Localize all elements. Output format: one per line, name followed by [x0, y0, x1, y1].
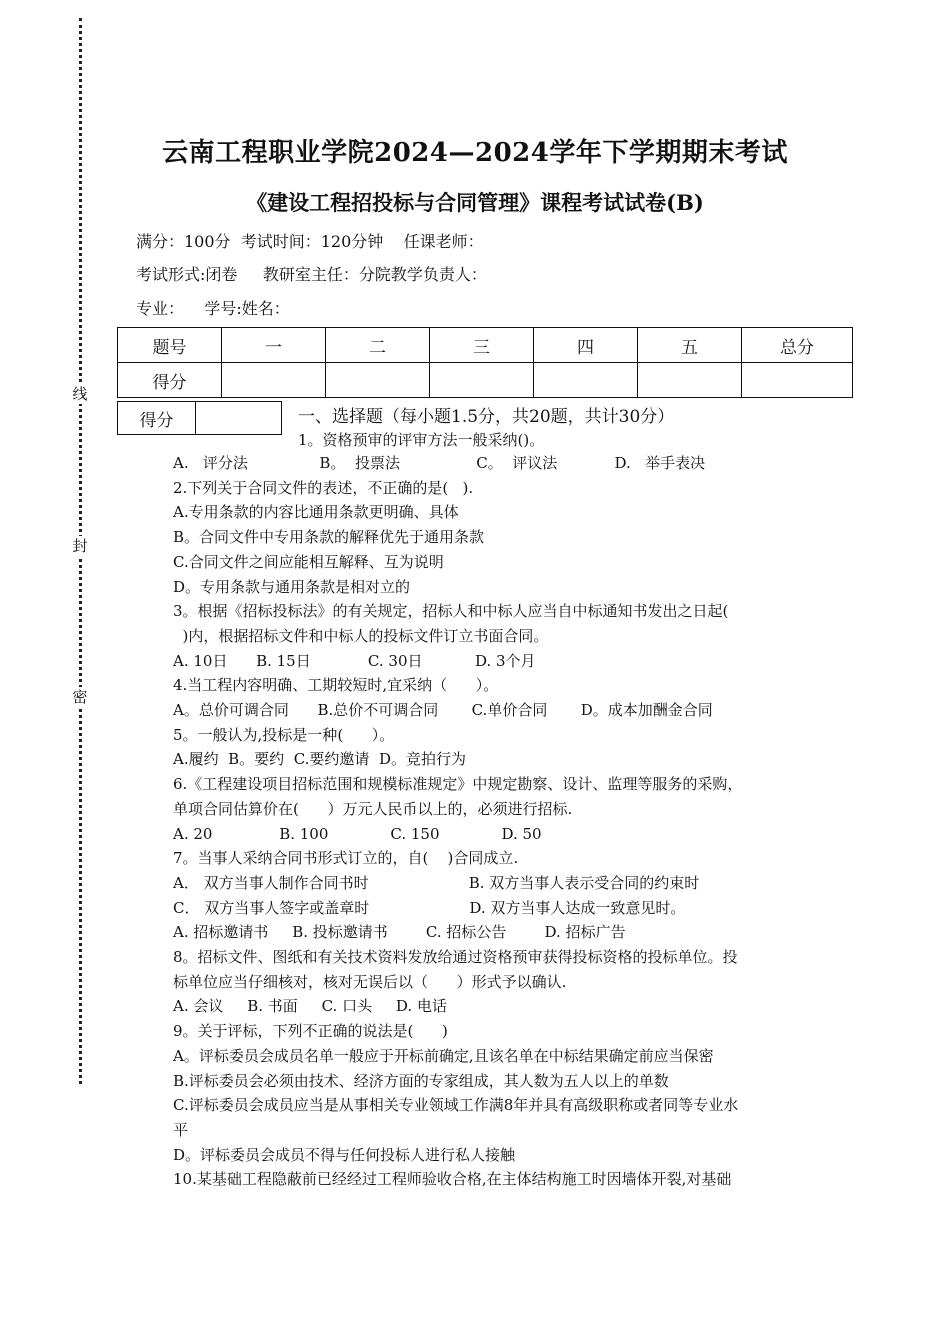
question-line: C.评标委员会成员应当是从事相关专业领域工作满8年并具有高级职称或者同等专业水: [173, 1096, 739, 1115]
score-cell: [222, 363, 326, 398]
score-table-header-row: [118, 328, 853, 363]
section-score-cell: [196, 402, 282, 435]
question-line: A.履约 B。要约 C.要约邀请 D。竞拍行为: [173, 750, 466, 769]
score-cell: [430, 363, 534, 398]
question-line: A. 10日 B. 15日 C. 30日 D. 3个月: [173, 651, 536, 670]
question-line: 6.《工程建设项目招标范围和规模标准规定》中规定勘察、设计、监理等服务的采购，: [173, 775, 743, 794]
question-line: A. 招标邀请书 B. 投标邀请书 C. 招标公告 D. 招标广告: [173, 923, 626, 942]
question-line: 8。招标文件、图纸和有关技术资料发放给通过资格预审获得投标资格的投标单位。投: [173, 948, 738, 967]
question-line: 标单位应当仔细核对，核对无误后以（ ）形式予以确认.: [173, 972, 567, 991]
question-1: 1。资格预审的评审方法一般采纳()。: [298, 431, 545, 449]
score-cell: [534, 363, 638, 398]
question-body: [173, 451, 823, 1192]
section-score-label: 得分: [118, 402, 196, 435]
score-col-total: 总分: [742, 328, 853, 363]
binding-char-feng: 封: [70, 536, 90, 556]
question-line: C.合同文件之间应能相互解释、互为说明: [173, 552, 444, 571]
question-line: A。总价可调合同 B.总价不可调合同 C.单价合同 D。成本加酬金合同: [173, 701, 713, 720]
score-header-label: 题号: [118, 328, 222, 363]
question-line: D。评标委员会成员不得与任何投标人进行私人接触: [173, 1145, 516, 1164]
exam-title: 云南工程职业学院2024—2024学年下学期期末考试: [162, 138, 788, 168]
question-line: 9。关于评标，下列不正确的说法是( ): [173, 1022, 448, 1041]
score-cell: [742, 363, 853, 398]
section-score-box: [117, 401, 282, 435]
binding-char-mi: 密: [70, 687, 90, 707]
info-line-score-time: 满分：100分 考试时间：120分钟 任课老师：: [136, 232, 484, 251]
question-line: 单项合同估算价在( ）万元人民币以上的，必须进行招标.: [173, 799, 573, 818]
score-col-3: 三: [430, 328, 534, 363]
question-line: 3。根据《招标投标法》的有关规定，招标人和中标人应当自中标通知书发出之日起(: [173, 602, 729, 621]
exam-subtitle: 《建设工程招投标与合同管理》课程考试试卷(B): [246, 190, 704, 215]
info-line-student: 专业： 学号:姓名：: [136, 299, 290, 318]
score-col-5: 五: [638, 328, 742, 363]
question-line: D。专用条款与通用条款是相对立的: [173, 577, 411, 596]
question-line: A. 会议 B. 书面 C. 口头 D. 电话: [173, 997, 447, 1016]
question-line: C． 双方当事人签字或盖章时 D. 双方当事人达成一致意见时。: [173, 898, 686, 917]
question-line: B。合同文件中专用条款的解释优先于通用条款: [173, 528, 485, 547]
question-line: A. 20 B. 100 C. 150 D. 50: [173, 824, 542, 843]
score-col-1: 一: [222, 328, 326, 363]
score-row-label: 得分: [118, 363, 222, 398]
score-table-score-row: [118, 363, 853, 398]
question-line: 5。一般认为,投标是一种( ）。: [173, 725, 395, 744]
score-cell: [638, 363, 742, 398]
question-line: 7。当事人采纳合同书形式订立的，自( )合同成立.: [173, 849, 519, 868]
question-line: A. 评分法 B。 投票法 C。 评议法 D. 举手表决: [173, 454, 706, 472]
question-line: 平: [173, 1120, 189, 1139]
score-col-2: 二: [326, 328, 430, 363]
question-line: 2.下列关于合同文件的表述，不正确的是( ).: [173, 478, 474, 497]
question-line: 4.当工程内容明确、工期较短时,宜采纳（ ）。: [173, 676, 499, 695]
question-line: B.评标委员会必须由技术、经济方面的专家组成，其人数为五人以上的单数: [173, 1071, 669, 1090]
binding-char-xian: 线: [70, 384, 90, 404]
question-line: 10.某基础工程隐蔽前已经经过工程师验收合格,在主体结构施工时因墙体开裂,对基础: [173, 1170, 732, 1189]
question-line: A． 双方当事人制作合同书时 B. 双方当事人表示受合同的约束时: [173, 873, 700, 892]
score-table: [117, 327, 853, 398]
score-col-4: 四: [534, 328, 638, 363]
section-title: 一、选择题（每小题1.5分，共20题，共计30分）: [298, 407, 675, 427]
info-line-exam-form: 考试形式:闭卷 教研室主任：分院教学负责人：: [136, 265, 487, 284]
score-cell: [326, 363, 430, 398]
question-line: A.专用条款的内容比通用条款更明确、具体: [173, 503, 459, 522]
question-line: A。评标委员会成员名单一般应于开标前确定,且该名单在中标结果确定前应当保密: [173, 1046, 714, 1065]
question-line: )内，根据招标文件和中标人的投标文件订立书面合同。: [173, 626, 549, 645]
